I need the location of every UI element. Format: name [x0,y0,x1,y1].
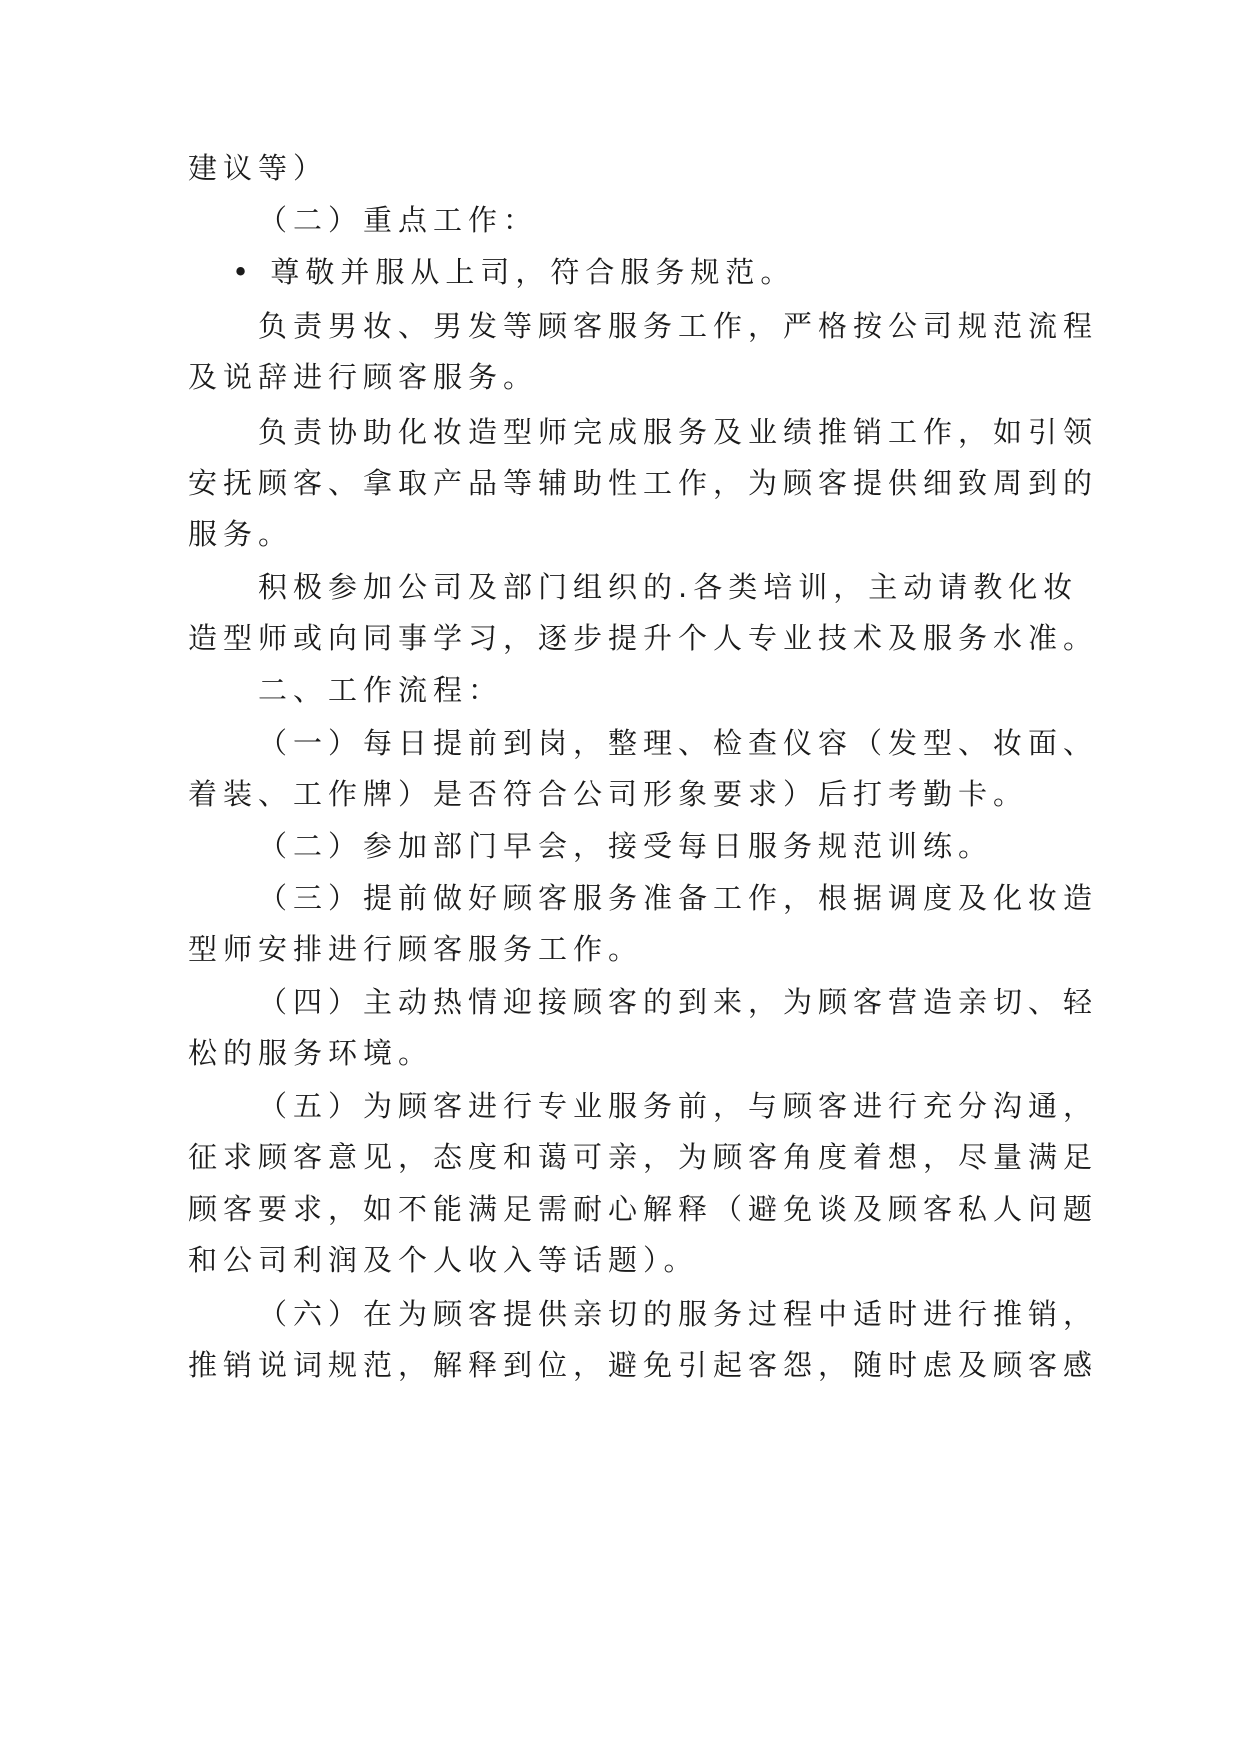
text-line: （三）提前做好顾客服务准备工作，根据调度及化妆造 [258,881,1099,915]
text-line: 着装、工作牌）是否符合公司形象要求）后打考勤卡。 [188,777,1029,811]
text-line: （五）为顾客进行专业服务前，与顾客进行充分沟通， [258,1089,1099,1123]
section-heading: （二）重点工作： [258,203,539,237]
text-line: 负责协助化妆造型师完成服务及业绩推销工作，如引领 [258,415,1099,449]
text-line: 建议等） [188,151,329,185]
bullet-item: • 尊敬并服从上司，符合服务规范。 [232,255,796,289]
text-line: 服务。 [188,517,294,551]
text-line: （一）每日提前到岗，整理、检查仪容（发型、妆面、 [258,726,1099,760]
text-line: 安抚顾客、拿取产品等辅助性工作，为顾客提供细致周到的 [188,466,1099,500]
text-line: 负责男妆、男发等顾客服务工作，严格按公司规范流程 [258,309,1099,343]
text-line: 征求顾客意见，态度和蔼可亲，为顾客角度着想，尽量满足 [188,1140,1099,1174]
text-line: 及说辞进行顾客服务。 [188,360,539,394]
text-line: 积极参加公司及部门组织的.各类培训，主动请教化妆 [258,570,1079,604]
text-line: 顾客要求，如不能满足需耐心解释（避免谈及顾客私人问题 [188,1192,1099,1226]
text-line: 松的服务环境。 [188,1036,434,1070]
section-heading: 二、工作流程： [258,673,504,707]
text-line: 造型师或向同事学习，逐步提升个人专业技术及服务水准。 [188,621,1099,655]
text-line: （二）参加部门早会，接受每日服务规范训练。 [258,829,994,863]
text-line: 和公司利润及个人收入等话题）。 [188,1243,699,1277]
text-line: 推销说词规范，解释到位，避免引起客怨，随时虑及顾客感 [188,1348,1099,1382]
text-line: （六）在为顾客提供亲切的服务过程中适时进行推销， [258,1297,1099,1331]
text-line: 型师安排进行顾客服务工作。 [188,932,644,966]
text-line: （四）主动热情迎接顾客的到来，为顾客营造亲切、轻 [258,985,1099,1019]
